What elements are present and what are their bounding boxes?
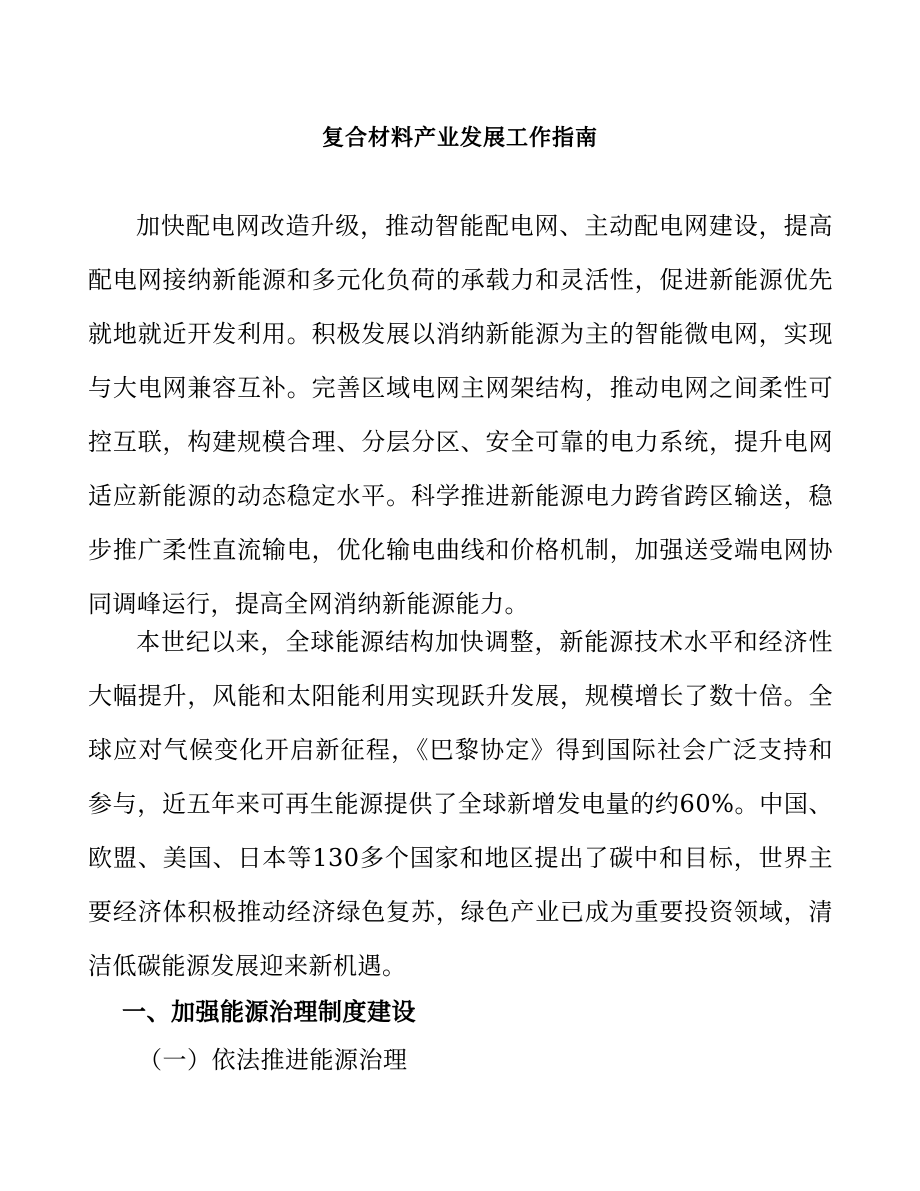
subsection-heading: （一）依法推进能源治理 bbox=[138, 1046, 408, 1074]
document-title: 复合材料产业发展工作指南 bbox=[321, 125, 598, 151]
body-paragraph-2: 本世纪以来，全球能源结构加快调整，新能源技术水平和经济性大幅提升，风能和太阳能利用实现跃升发展，规模增长了数十倍。全球应对气候变化开启新征程，《巴黎协定》得到国际社会广泛支持和参与，近五年来可再生能源提供了全球新增发电量的约60%。中国、欧盟、美国、日本等130多个国家和地区提出了碳中和目标，世界主要经济体积极推动经济绿色复苏，绿色产业已成为重要投资领域，清洁低碳能源发展迎来新机遇。 bbox=[88, 628, 833, 980]
section-heading: 一、加强能源治理制度建设 bbox=[122, 997, 416, 1026]
body-paragraph-1: 加快配电网改造升级，推动智能配电网、主动配电网建设，提高配电网接纳新能源和多元化负荷的承载力和灵活性，促进新能源优先就地就近开发利用。积极发展以消纳新能源为主的智能微电网，实现与大电网兼容互补。完善区域电网主网架结构，推动电网之间柔性可控互联，构建规模合理、分层分区、安全可靠的电力系统，提升电网适应新能源的动态稳定水平。科学推进新能源电力跨省跨区输送，稳步推广柔性直流输电，优化输电曲线和价格机制，加强送受端电网协同调峰运行，提高全网消纳新能源能力。 bbox=[88, 212, 833, 618]
